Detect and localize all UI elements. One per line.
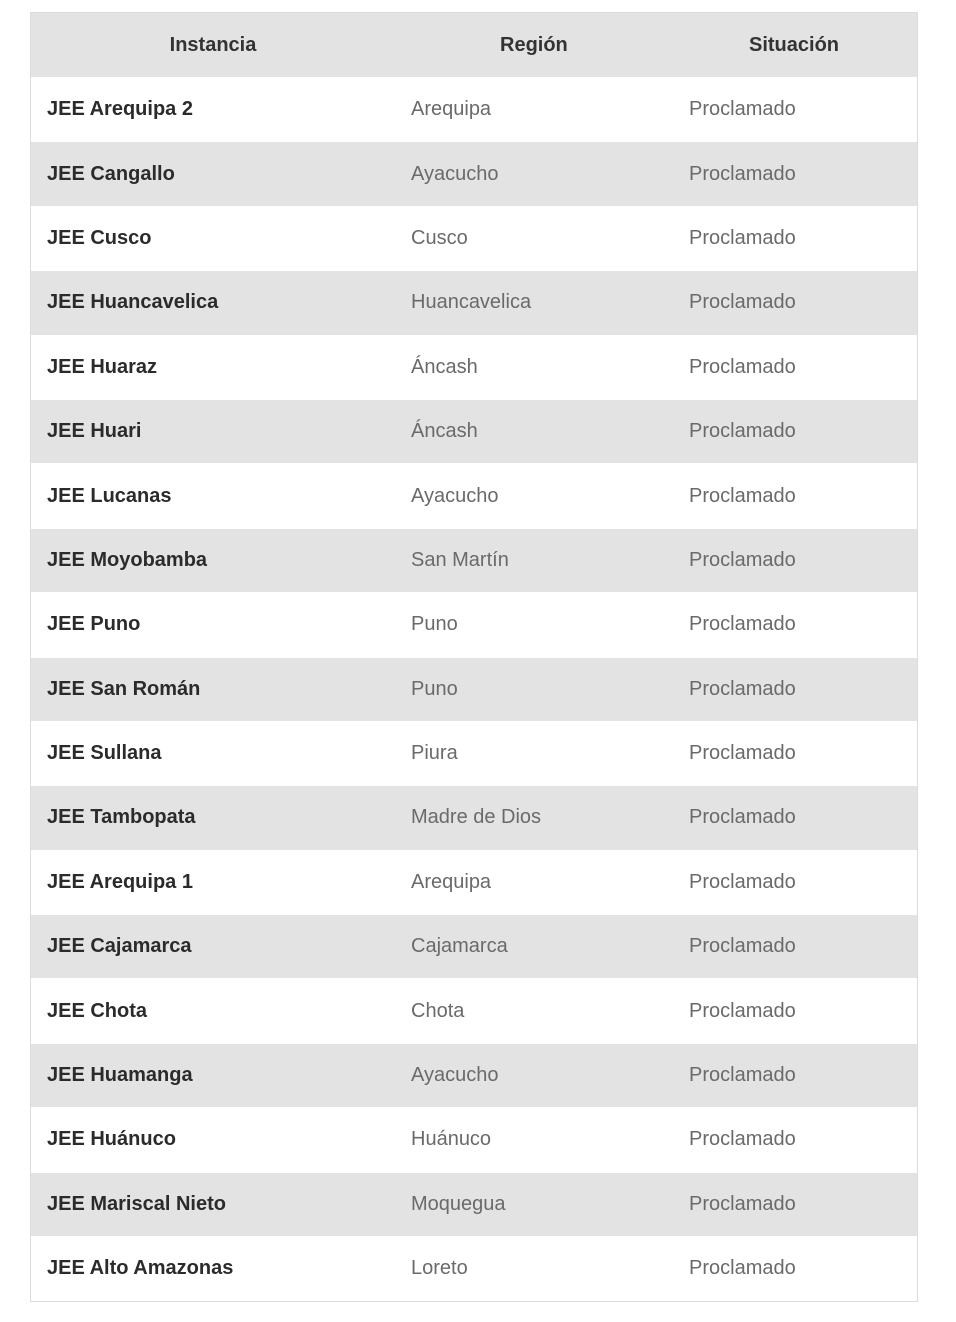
- cell-situacion: Proclamado: [673, 399, 917, 463]
- table-row: [31, 1237, 917, 1301]
- cell-region: Moquegua: [395, 1172, 673, 1236]
- cell-instancia: JEE Sullana: [31, 721, 395, 785]
- cell-region: Arequipa: [395, 850, 673, 914]
- cell-situacion: Proclamado: [673, 206, 917, 270]
- cell-instancia: JEE Puno: [31, 593, 395, 657]
- cell-situacion: Proclamado: [673, 979, 917, 1043]
- cell-instancia: JEE Huari: [31, 399, 395, 463]
- table-row: [31, 915, 917, 979]
- cell-instancia: JEE Huánuco: [31, 1108, 395, 1172]
- cell-instancia: JEE Arequipa 2: [31, 78, 395, 142]
- cell-instancia: JEE Mariscal Nieto: [31, 1172, 395, 1236]
- cell-situacion: Proclamado: [673, 1237, 917, 1301]
- cell-region: Puno: [395, 593, 673, 657]
- cell-region: Áncash: [395, 335, 673, 399]
- cell-situacion: Proclamado: [673, 528, 917, 592]
- table-row: [31, 464, 917, 528]
- cell-situacion: Proclamado: [673, 850, 917, 914]
- cell-situacion: Proclamado: [673, 657, 917, 721]
- cell-situacion: Proclamado: [673, 1108, 917, 1172]
- results-table-container: [30, 12, 918, 1302]
- cell-region: Huánuco: [395, 1108, 673, 1172]
- table-header: [31, 13, 917, 78]
- cell-region: Arequipa: [395, 78, 673, 142]
- cell-situacion: Proclamado: [673, 593, 917, 657]
- header-row: [31, 13, 917, 78]
- table-body: [31, 78, 917, 1301]
- table-row: [31, 399, 917, 463]
- table-row: [31, 1108, 917, 1172]
- cell-instancia: JEE Huancavelica: [31, 271, 395, 335]
- cell-situacion: Proclamado: [673, 1043, 917, 1107]
- cell-situacion: Proclamado: [673, 915, 917, 979]
- cell-instancia: JEE Lucanas: [31, 464, 395, 528]
- table-row: [31, 271, 917, 335]
- table-row: [31, 78, 917, 142]
- cell-instancia: JEE Huamanga: [31, 1043, 395, 1107]
- cell-region: San Martín: [395, 528, 673, 592]
- cell-region: Cusco: [395, 206, 673, 270]
- table-row: [31, 979, 917, 1043]
- cell-instancia: JEE Chota: [31, 979, 395, 1043]
- cell-region: Cajamarca: [395, 915, 673, 979]
- cell-region: Loreto: [395, 1237, 673, 1301]
- table-row: [31, 335, 917, 399]
- table-row: [31, 1172, 917, 1236]
- table-row: [31, 142, 917, 206]
- cell-region: Madre de Dios: [395, 786, 673, 850]
- cell-instancia: JEE Cajamarca: [31, 915, 395, 979]
- cell-instancia: JEE San Román: [31, 657, 395, 721]
- table-row: [31, 721, 917, 785]
- cell-instancia: JEE Tambopata: [31, 786, 395, 850]
- table-row: [31, 1043, 917, 1107]
- table-row: [31, 528, 917, 592]
- cell-situacion: Proclamado: [673, 78, 917, 142]
- column-header-situacion: Situación: [673, 13, 917, 78]
- table-row: [31, 593, 917, 657]
- cell-region: Áncash: [395, 399, 673, 463]
- cell-situacion: Proclamado: [673, 142, 917, 206]
- cell-situacion: Proclamado: [673, 721, 917, 785]
- cell-instancia: JEE Alto Amazonas: [31, 1237, 395, 1301]
- table-row: [31, 206, 917, 270]
- cell-region: Ayacucho: [395, 1043, 673, 1107]
- cell-instancia: JEE Moyobamba: [31, 528, 395, 592]
- cell-region: Ayacucho: [395, 464, 673, 528]
- cell-situacion: Proclamado: [673, 786, 917, 850]
- cell-instancia: JEE Cusco: [31, 206, 395, 270]
- cell-region: Ayacucho: [395, 142, 673, 206]
- cell-instancia: JEE Arequipa 1: [31, 850, 395, 914]
- column-header-region: Región: [395, 13, 673, 78]
- cell-region: Huancavelica: [395, 271, 673, 335]
- cell-region: Puno: [395, 657, 673, 721]
- results-table: [31, 13, 917, 1301]
- cell-instancia: JEE Huaraz: [31, 335, 395, 399]
- column-header-instancia: Instancia: [31, 13, 395, 78]
- cell-situacion: Proclamado: [673, 1172, 917, 1236]
- cell-situacion: Proclamado: [673, 335, 917, 399]
- cell-situacion: Proclamado: [673, 271, 917, 335]
- table-row: [31, 657, 917, 721]
- cell-region: Piura: [395, 721, 673, 785]
- cell-situacion: Proclamado: [673, 464, 917, 528]
- table-row: [31, 786, 917, 850]
- cell-region: Chota: [395, 979, 673, 1043]
- table-row: [31, 850, 917, 914]
- cell-instancia: JEE Cangallo: [31, 142, 395, 206]
